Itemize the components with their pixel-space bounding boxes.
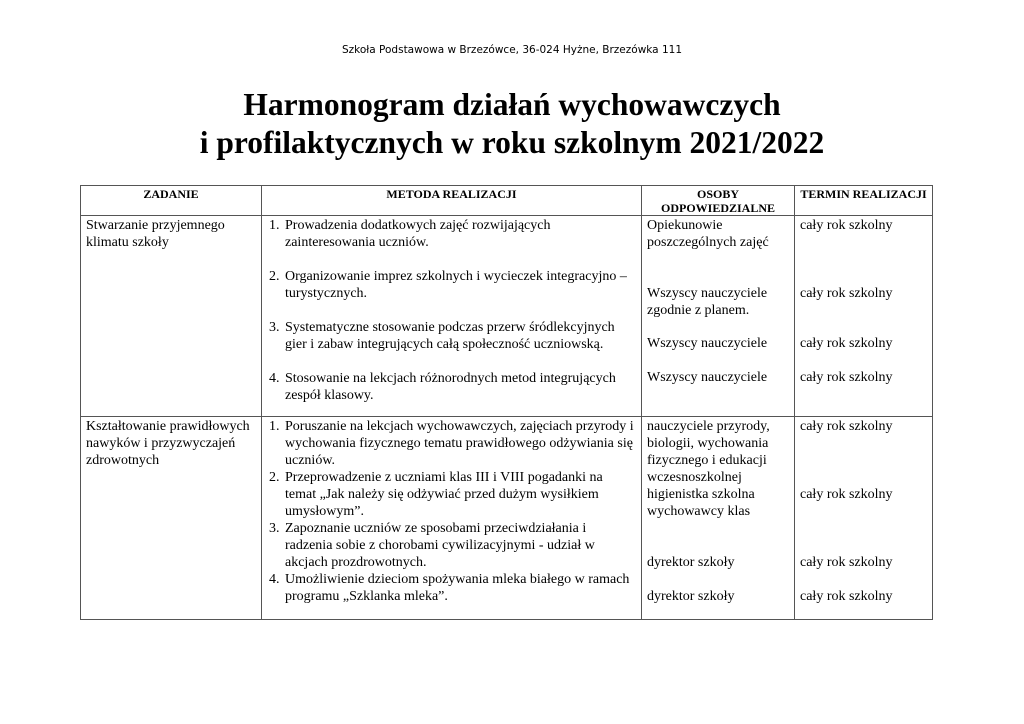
title-line-1: Harmonogram działań wychowawczych [243,87,781,122]
list-item: 2. Organizowanie imprez szkolnych i wycieczek integracyjno – turystycznych. [269,269,627,301]
term-entry: cały rok szkolny [800,555,893,570]
term-entry: cały rok szkolny [800,487,893,502]
column-header-responsible: OSOBY ODPOWIEDZIALNE [642,186,795,216]
schedule-table [80,185,933,620]
term-entry: cały rok szkolny [800,419,893,434]
responsible-entry: dyrektor szkoły [647,589,735,604]
list-item: 3. Zapoznanie uczniów ze sposobami przeciwdziałania i radzenia sobie z chorobami cywilizacyjnymi - udział w akcjach prozdrowotnych. [269,521,595,570]
method-cell [262,216,642,417]
responsible-entry: higienistka szkolna wychowawcy klas [647,487,755,519]
term-cell [795,216,933,417]
table-row [81,417,933,620]
column-header-method: METODA REALIZACJI [262,186,642,216]
table-row [81,216,933,417]
method-list [267,217,636,404]
term-entry: cały rok szkolny [800,589,893,604]
responsible-entry: Wszyscy nauczyciele zgodnie z planem. [647,286,768,318]
term-entry: cały rok szkolny [800,286,893,301]
responsible-cell [642,417,795,620]
list-item: 3. Systematyczne stosowanie podczas przerw śródlekcyjnych gier i zabaw integrujących całą społeczność uczniowską. [269,320,615,352]
list-item: 4. Stosowanie na lekcjach różnorodnych metod integrujących zespół klasowy. [269,371,616,403]
list-item: 2. Przeprowadzenie z uczniami klas III i VIII pogadanki na temat „Jak należy się odżywiać przed dużym wysiłkiem umysłowym”. [269,470,603,519]
column-header-term: TERMIN REALIZACJI [795,186,933,216]
responsible-entry: dyrektor szkoły [647,555,735,570]
column-header-task: ZADANIE [81,186,262,216]
table-header-row [81,186,933,216]
responsible-entry: nauczyciele przyrody, biologii, wychowania fizycznego i edukacji wczesnoszkolnej [647,419,770,485]
list-item: 4. Umożliwienie dzieciom spożywania mleka białego w ramach programu „Szklanka mleka”. [269,572,630,604]
method-list [267,418,636,605]
document-header: Szkoła Podstawowa w Brzezówce, 36-024 Hyżne, Brzezówka 111 [341,44,682,56]
list-item: 1. Prowadzenia dodatkowych zajęć rozwijających zainteresowania uczniów. [269,218,551,250]
method-cell [262,417,642,620]
responsible-entry: Opiekunowie poszczególnych zajęć [647,218,769,250]
term-entry: cały rok szkolny [800,218,893,233]
title-line-2: i profilaktycznych w roku szkolnym 2021/2022 [199,125,825,160]
task-cell: Kształtowanie prawidłowych nawyków i przyzwyczajeń zdrowotnych [81,417,262,620]
term-entry: cały rok szkolny [800,370,893,385]
responsible-entry: Wszyscy nauczyciele [647,370,768,385]
list-item: 1. Poruszanie na lekcjach wychowawczych, zajęciach przyrody i wychowania fizycznego tematu prawidłowego odżywiania się uczniów. [269,419,634,468]
term-cell [795,417,933,620]
document-title [0,86,1024,162]
task-cell: Stwarzanie przyjemnego klimatu szkoły [81,216,262,417]
responsible-cell [642,216,795,417]
term-entry: cały rok szkolny [800,336,893,351]
responsible-entry: Wszyscy nauczyciele [647,336,768,351]
